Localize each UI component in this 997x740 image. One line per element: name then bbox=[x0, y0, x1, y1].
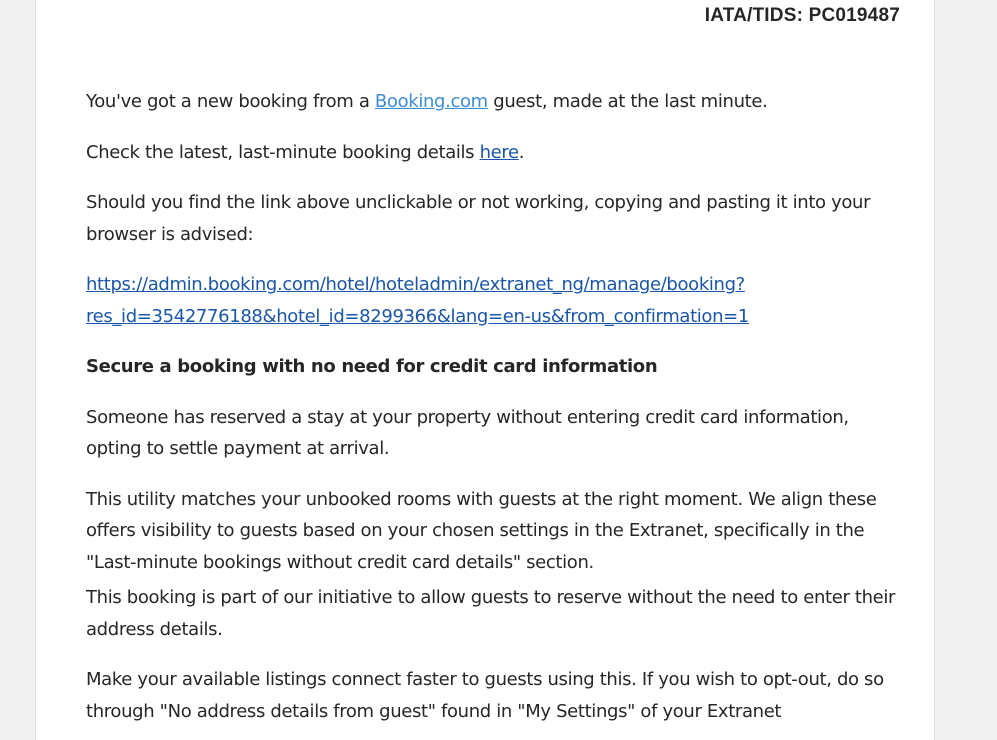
secure-paragraph-4: Make your available listings connect faster to guests using this. If you wish to opt-out, do so through "No address details from guest" found in "My Settings" of your Extranet bbox=[86, 669, 884, 722]
intro-paragraph bbox=[86, 86, 896, 118]
booking-url-link[interactable] bbox=[86, 274, 749, 327]
url-paragraph bbox=[86, 269, 896, 332]
check-text-before: Check the latest, last-minute booking details bbox=[86, 141, 480, 163]
check-paragraph bbox=[86, 137, 896, 169]
url-line-1: https://admin.booking.com/hotel/hoteladmin/extranet_ng/manage/booking? bbox=[86, 274, 745, 295]
intro-text-after: guest, made at the last minute. bbox=[487, 91, 768, 112]
here-link[interactable]: here bbox=[479, 141, 519, 163]
booking-com-link[interactable]: Booking.com bbox=[374, 91, 488, 112]
iata-code: IATA/TIDS: PC019487 bbox=[704, 5, 900, 26]
intro-text-before: You've got a new booking from a bbox=[86, 91, 375, 112]
secure-paragraph-2: This utility matches your unbooked rooms with guests at the right moment. We align these offers visibility to guests based on your chosen settings in the Extranet, specifically in the "Last-minute bookings without credit card details" section. bbox=[86, 488, 877, 573]
email-content bbox=[86, 86, 896, 740]
secure-paragraph-3: This booking is part of our initiative to allow guests to reserve without the need to enter their address details. bbox=[86, 587, 896, 640]
check-text-after: . bbox=[518, 141, 525, 163]
email-body bbox=[35, 0, 935, 740]
fallback-paragraph: Should you find the link above unclickable or not working, copying and pasting it into your browser is advised: bbox=[86, 192, 871, 245]
secure-paragraph-1: Someone has reserved a stay at your property without entering credit card information, opting to settle payment at arrival. bbox=[86, 406, 849, 459]
secure-heading: Secure a booking with no need for credit card information bbox=[86, 356, 658, 377]
url-line-2: res_id=3542776188&hotel_id=8299366&lang=en-us&from_confirmation=1 bbox=[86, 305, 749, 327]
